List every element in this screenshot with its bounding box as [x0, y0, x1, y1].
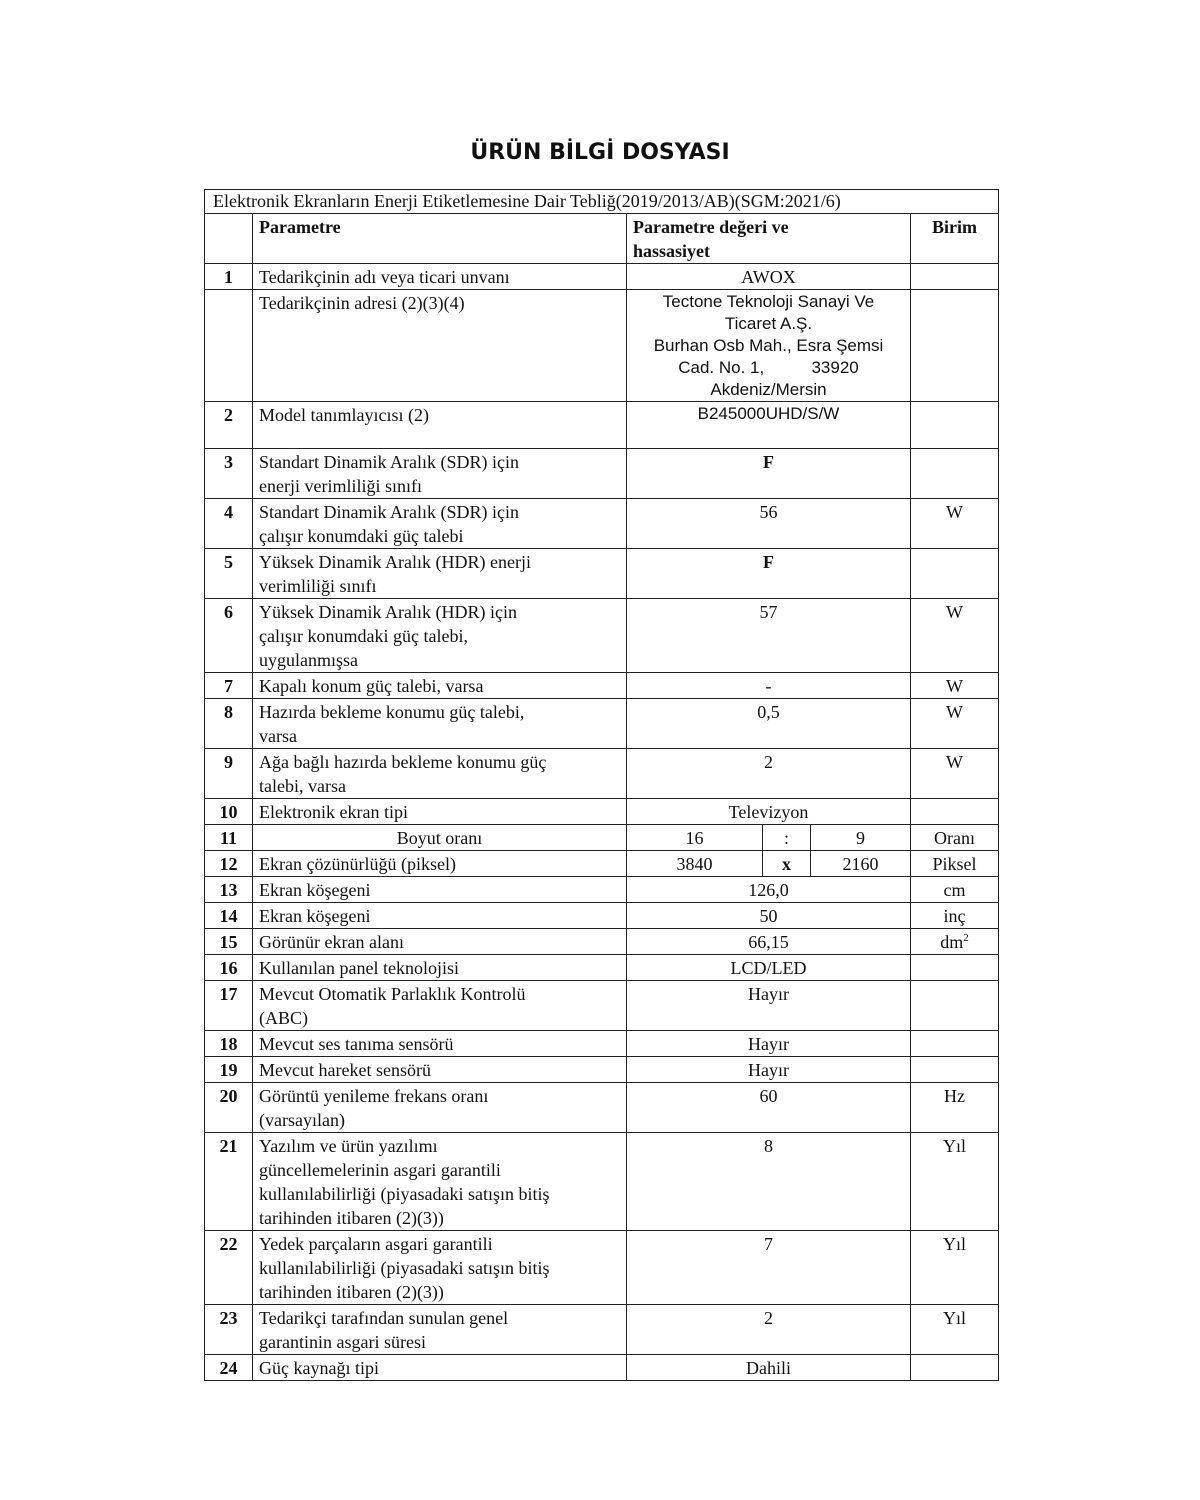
row-value: 2	[627, 749, 911, 799]
table-row	[205, 749, 999, 799]
row-label	[253, 549, 627, 599]
row-unit	[911, 549, 999, 599]
header-row	[205, 214, 999, 264]
row-unit	[911, 981, 999, 1031]
row-label	[253, 699, 627, 749]
label-line: varsa	[259, 726, 297, 746]
row-label	[253, 1083, 627, 1133]
row-unit: W	[911, 673, 999, 699]
row-unit	[911, 1031, 999, 1057]
row-value: AWOX	[627, 264, 911, 290]
row-label: Mevcut hareket sensörü	[253, 1057, 627, 1083]
row-label: Kapalı konum güç talebi, varsa	[253, 673, 627, 699]
row-number: 24	[205, 1355, 253, 1381]
row-label: Görünür ekran alanı	[253, 929, 627, 955]
row-unit: W	[911, 599, 999, 673]
row-value: LCD/LED	[627, 955, 911, 981]
table-row	[205, 1133, 999, 1231]
row-label: Ekran çözünürlüğü (piksel)	[253, 851, 627, 877]
label-line: enerji verimliliği sınıfı	[259, 476, 422, 496]
row-number: 5	[205, 549, 253, 599]
row-unit	[911, 929, 999, 955]
row-label: Ekran köşegeni	[253, 903, 627, 929]
label-line: verimliliği sınıfı	[259, 576, 377, 596]
header-unit: Birim	[911, 214, 999, 264]
address-line: Burhan Osb Mah., Esra Şemsi	[653, 336, 884, 355]
row-number: 23	[205, 1305, 253, 1355]
row-label	[253, 1305, 627, 1355]
resolution-separator: x	[763, 851, 811, 877]
table-row	[205, 1305, 999, 1355]
row-value: 126,0	[627, 877, 911, 903]
header-value	[627, 214, 911, 264]
label-line: kullanılabilirliği (piyasadaki satışın bitiş	[259, 1184, 550, 1204]
row-number: 19	[205, 1057, 253, 1083]
row-unit	[911, 290, 999, 402]
row-value: Hayır	[627, 1057, 911, 1083]
unit-base: dm	[940, 932, 964, 952]
row-label: Ekran köşegeni	[253, 877, 627, 903]
address-line: Ticaret A.Ş.	[724, 314, 813, 333]
row-unit: Yıl	[911, 1133, 999, 1231]
label-line: (ABC)	[259, 1008, 308, 1028]
table-row	[205, 290, 999, 402]
row-label: Güç kaynağı tipi	[253, 1355, 627, 1381]
row-value: 56	[627, 499, 911, 549]
label-line: Hazırda bekleme konumu güç talebi,	[259, 702, 525, 722]
table-row	[205, 1031, 999, 1057]
row-unit: Piksel	[911, 851, 999, 877]
row-number: 22	[205, 1231, 253, 1305]
table-row	[205, 981, 999, 1031]
row-label: Tedarikçinin adresi (2)(3)(4)	[253, 290, 627, 402]
row-unit	[911, 264, 999, 290]
label-line: Görüntü yenileme frekans oranı	[259, 1086, 489, 1106]
row-value: Televizyon	[627, 799, 911, 825]
table-row	[205, 549, 999, 599]
label-line: Yüksek Dinamik Aralık (HDR) için	[259, 602, 517, 622]
table-row	[205, 449, 999, 499]
row-number: 12	[205, 851, 253, 877]
document-title: ÜRÜN BİLGİ DOSYASI	[470, 140, 730, 165]
table-row	[205, 499, 999, 549]
row-label	[253, 499, 627, 549]
row-value: Hayır	[627, 981, 911, 1031]
label-line: Ağa bağlı hazırda bekleme konumu güç	[259, 752, 547, 772]
row-unit	[911, 1355, 999, 1381]
table-row	[205, 402, 999, 449]
row-unit: Hz	[911, 1083, 999, 1133]
label-line: tarihinden itibaren (2)(3))	[259, 1282, 444, 1302]
aspect-width: 16	[627, 825, 763, 851]
row-value: F	[627, 449, 911, 499]
row-value: 0,5	[627, 699, 911, 749]
row-unit: inç	[911, 903, 999, 929]
row-number	[205, 290, 253, 402]
row-label: Mevcut ses tanıma sensörü	[253, 1031, 627, 1057]
regulation-caption: Elektronik Ekranların Enerji Etiketlemesine Dair Tebliğ(2019/2013/AB)(SGM:2021/6)	[205, 190, 999, 214]
row-label	[253, 1133, 627, 1231]
aspect-separator: :	[763, 825, 811, 851]
table-row	[205, 825, 999, 851]
supplier-address	[627, 290, 911, 402]
row-value: 7	[627, 1231, 911, 1305]
row-number: 6	[205, 599, 253, 673]
row-unit: W	[911, 749, 999, 799]
label-line: Yazılım ve ürün yazılımı	[259, 1136, 438, 1156]
header-parameter: Parametre	[253, 214, 627, 264]
row-number: 10	[205, 799, 253, 825]
row-label	[253, 749, 627, 799]
row-label	[253, 981, 627, 1031]
address-line: Cad. No. 1, 33920	[678, 358, 859, 377]
label-line: Yedek parçaların asgari garantili	[259, 1234, 493, 1254]
product-info-table	[204, 189, 999, 1381]
row-unit: Yıl	[911, 1231, 999, 1305]
label-line: Standart Dinamik Aralık (SDR) için	[259, 452, 519, 472]
row-value: Hayır	[627, 1031, 911, 1057]
row-label: Model tanımlayıcısı (2)	[253, 402, 627, 449]
table-row	[205, 929, 999, 955]
label-line: garantinin asgari süresi	[259, 1332, 426, 1352]
model-identifier: B245000UHD/S/W	[627, 402, 911, 449]
row-number: 9	[205, 749, 253, 799]
label-line: uygulanmışsa	[259, 650, 358, 670]
label-line: kullanılabilirliği (piyasadaki satışın bitiş	[259, 1258, 550, 1278]
row-value: Dahili	[627, 1355, 911, 1381]
row-label	[253, 599, 627, 673]
row-label	[253, 1231, 627, 1305]
table-row	[205, 1231, 999, 1305]
table-row	[205, 1083, 999, 1133]
label-line: Standart Dinamik Aralık (SDR) için	[259, 502, 519, 522]
table-row	[205, 1057, 999, 1083]
label-line: çalışır konumdaki güç talebi,	[259, 626, 468, 646]
row-value: 66,15	[627, 929, 911, 955]
row-number: 8	[205, 699, 253, 749]
unit-superscript: 2	[963, 932, 969, 944]
row-label: Kullanılan panel teknolojisi	[253, 955, 627, 981]
row-unit: cm	[911, 877, 999, 903]
row-number: 13	[205, 877, 253, 903]
row-number: 18	[205, 1031, 253, 1057]
row-label: Elektronik ekran tipi	[253, 799, 627, 825]
row-unit: Yıl	[911, 1305, 999, 1355]
row-label	[253, 449, 627, 499]
table-row	[205, 903, 999, 929]
row-unit: W	[911, 699, 999, 749]
row-value: 50	[627, 903, 911, 929]
row-label: Tedarikçinin adı veya ticari unvanı	[253, 264, 627, 290]
label-line: Yüksek Dinamik Aralık (HDR) enerji	[259, 552, 531, 572]
row-number: 14	[205, 903, 253, 929]
header-number	[205, 214, 253, 264]
row-unit	[911, 955, 999, 981]
row-number: 21	[205, 1133, 253, 1231]
label-line: çalışır konumdaki güç talebi	[259, 526, 464, 546]
aspect-height: 9	[811, 825, 911, 851]
table-row	[205, 599, 999, 673]
row-unit: W	[911, 499, 999, 549]
row-number: 20	[205, 1083, 253, 1133]
label-line: (varsayılan)	[259, 1110, 345, 1130]
label-line: talebi, varsa	[259, 776, 346, 796]
table-row	[205, 699, 999, 749]
label-line: Mevcut Otomatik Parlaklık Kontrolü	[259, 984, 526, 1004]
row-number: 17	[205, 981, 253, 1031]
row-value: 8	[627, 1133, 911, 1231]
table-row	[205, 1355, 999, 1381]
row-value: -	[627, 673, 911, 699]
row-value: 57	[627, 599, 911, 673]
row-value: 2	[627, 1305, 911, 1355]
row-number: 7	[205, 673, 253, 699]
table-row	[205, 264, 999, 290]
row-number: 2	[205, 402, 253, 449]
row-unit	[911, 449, 999, 499]
header-value-line: hassasiyet	[633, 241, 711, 261]
caption-row	[205, 190, 999, 214]
row-label: Boyut oranı	[253, 825, 627, 851]
row-number: 16	[205, 955, 253, 981]
table-row	[205, 851, 999, 877]
header-value-line: Parametre değeri ve	[633, 217, 789, 237]
row-unit	[911, 799, 999, 825]
row-number: 3	[205, 449, 253, 499]
row-number: 4	[205, 499, 253, 549]
address-line: Akdeniz/Mersin	[710, 380, 827, 399]
table-row	[205, 877, 999, 903]
address-line: Tectone Teknoloji Sanayi Ve	[662, 292, 875, 311]
row-number: 11	[205, 825, 253, 851]
label-line: güncellemelerinin asgari garantili	[259, 1160, 501, 1180]
label-line: tarihinden itibaren (2)(3))	[259, 1208, 444, 1228]
table-row	[205, 799, 999, 825]
row-unit: Oranı	[911, 825, 999, 851]
resolution-width: 3840	[627, 851, 763, 877]
row-unit	[911, 402, 999, 449]
row-unit	[911, 1057, 999, 1083]
table-row	[205, 955, 999, 981]
row-number: 15	[205, 929, 253, 955]
row-value: 60	[627, 1083, 911, 1133]
row-number: 1	[205, 264, 253, 290]
resolution-height: 2160	[811, 851, 911, 877]
row-value: F	[627, 549, 911, 599]
table-row	[205, 673, 999, 699]
label-line: Tedarikçi tarafından sunulan genel	[259, 1308, 509, 1328]
